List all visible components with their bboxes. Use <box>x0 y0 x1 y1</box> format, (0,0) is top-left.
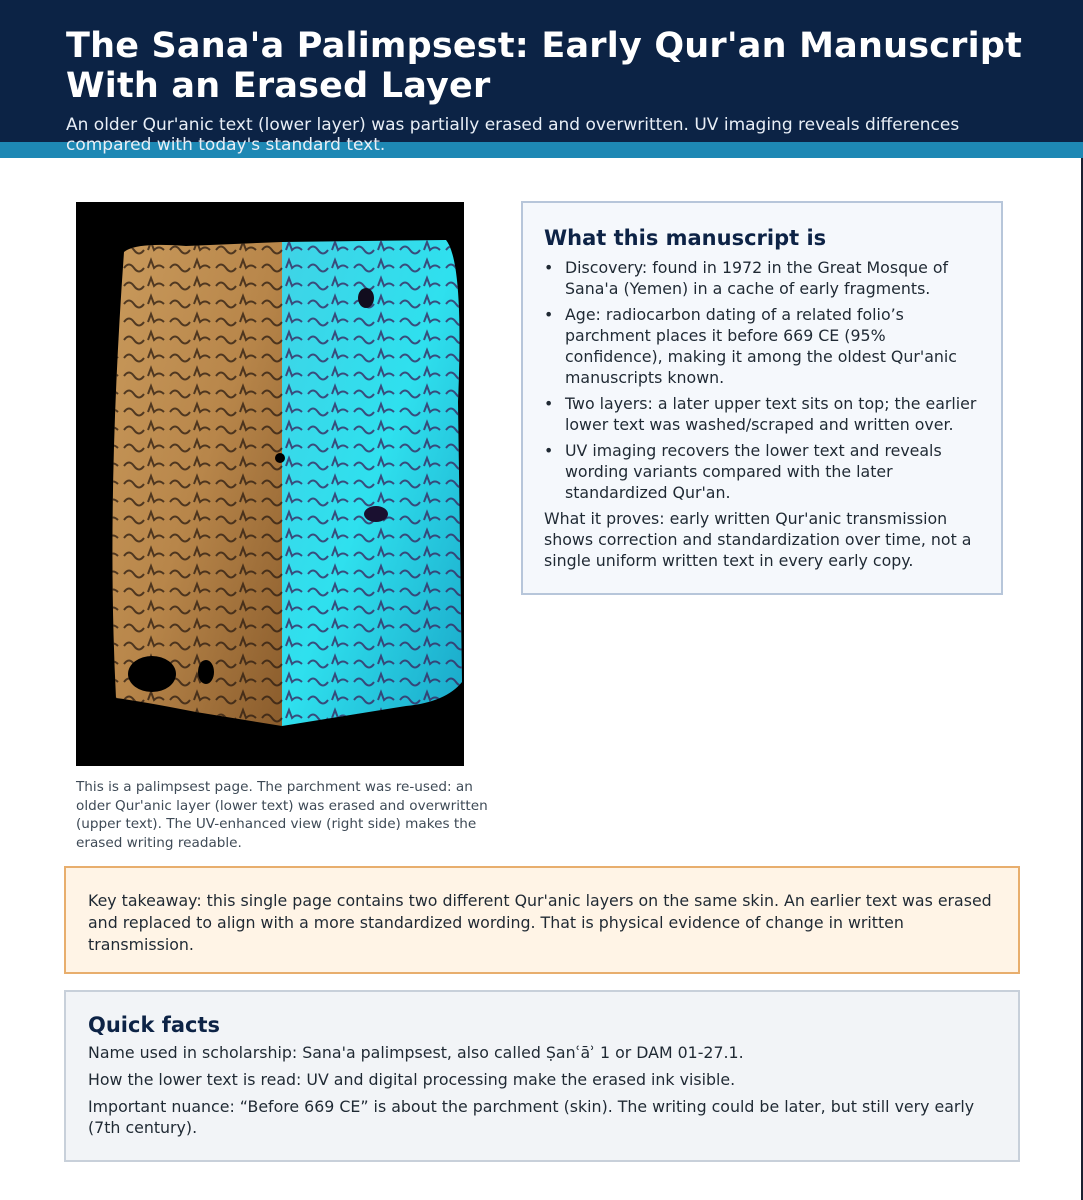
bullet-icon: • <box>544 441 554 460</box>
key-takeaway-box <box>64 866 1020 974</box>
bullet-icon: • <box>544 305 554 324</box>
page-header <box>0 0 1083 158</box>
image-caption: This is a palimpsest page. The parchment was re-used: an older Qur'anic layer (lower text) was erased and overwritten (upper text). The UV-enhanced view (right side) makes the erased writing readable. <box>76 779 488 851</box>
list-item <box>544 440 981 503</box>
fact-item: Important nuance: “Before 669 CE” is about the parchment (skin). The writing could be later, but still very early (7th century). <box>88 1097 975 1137</box>
manuscript-image <box>76 202 464 766</box>
page-title: The Sana'a Palimpsest: Early Qur'an Manuscript With an Erased Layer <box>66 26 1023 106</box>
info-conclusion: What it proves: early written Qur'anic transmission shows correction and standardization over time, not a single uniform written text in every early copy. <box>544 509 972 570</box>
fact-item: Name used in scholarship: Sana'a palimpsest, also called Ṣanʿāʾ 1 or DAM 01-27.1. <box>88 1043 744 1062</box>
info-list <box>544 257 981 503</box>
info-heading: What this manuscript is <box>544 226 827 250</box>
quick-facts-heading: Quick facts <box>88 1013 221 1037</box>
list-item <box>544 304 981 388</box>
quick-facts-box <box>64 990 1020 1162</box>
list-item <box>544 257 981 299</box>
page-subtitle: An older Qur'anic text (lower layer) was partially erased and overwritten. UV imaging reveals differences compared with today's standard text. <box>66 115 960 155</box>
list-item-text: Age: radiocarbon dating of a related folio’s parchment places it before 669 CE (95% confidence), making it among the oldest Qur'anic manuscripts known. <box>565 305 957 387</box>
bullet-icon: • <box>544 394 554 413</box>
list-item <box>544 393 981 435</box>
key-takeaway-text: Key takeaway: this single page contains two different Qur'anic layers on the same skin. An earlier text was erased and replaced to align with a more standardized wording. That is physical evidence of change in written transmission. <box>88 891 992 954</box>
list-item-text: Discovery: found in 1972 in the Great Mosque of Sana'a (Yemen) in a cache of early fragments. <box>565 258 949 298</box>
list-item-text: UV imaging recovers the lower text and reveals wording variants compared with the later standardized Qur'an. <box>565 441 942 502</box>
bullet-icon: • <box>544 258 554 277</box>
manuscript-illustration <box>76 202 464 766</box>
fact-item: How the lower text is read: UV and digital processing make the erased ink visible. <box>88 1070 736 1089</box>
list-item-text: Two layers: a later upper text sits on top; the earlier lower text was washed/scraped and written over. <box>565 394 977 434</box>
manuscript-info-card <box>521 201 1003 595</box>
